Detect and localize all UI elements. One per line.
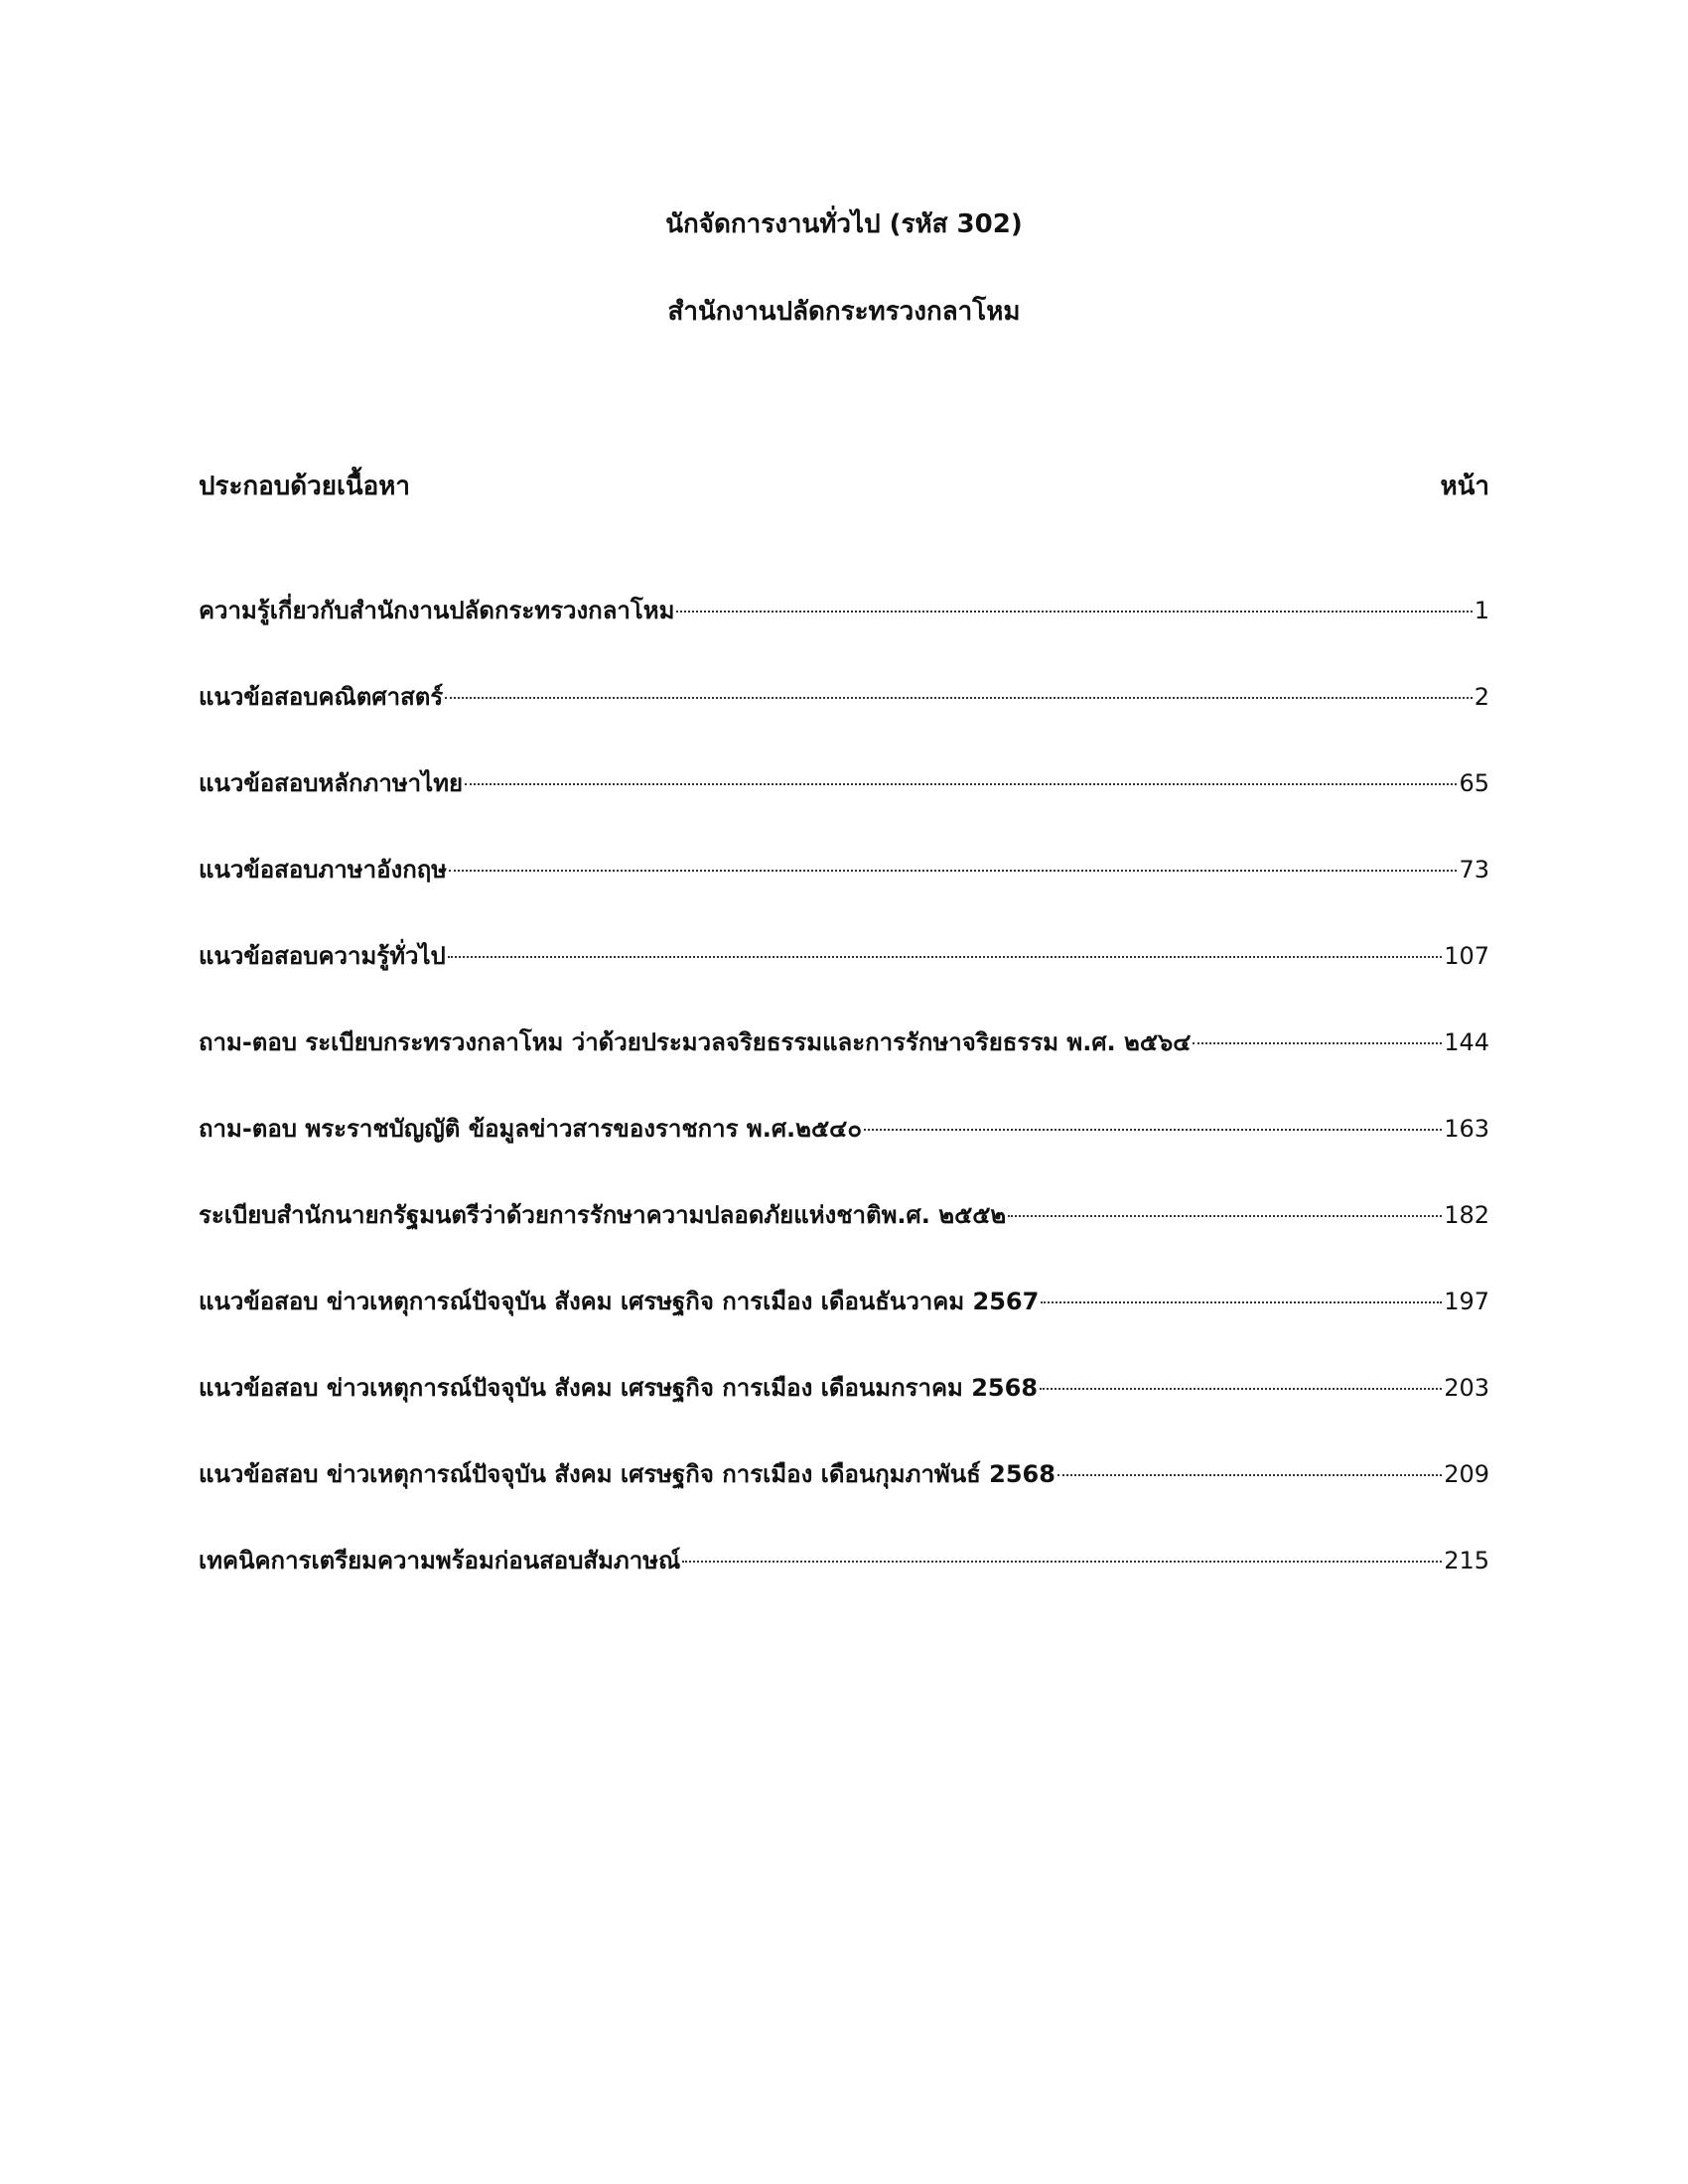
toc-entry-page: 197	[1444, 1288, 1489, 1315]
toc-entry	[199, 1109, 1489, 1195]
toc-entry	[199, 763, 1489, 850]
document-title: นักจัดการงานทั่วไป (รหัส 302)	[665, 209, 1023, 239]
dot-leader	[676, 611, 1472, 613]
dot-leader	[1057, 1474, 1442, 1476]
dot-leader	[445, 697, 1473, 699]
toc-entry-title: ถาม-ตอบ ระเบียบกระทรวงกลาโหม ว่าด้วยประมวลจริยธรรมและการรักษาจริยธรรม พ.ศ. ๒๕๖๔	[199, 1028, 1192, 1056]
toc-entry-page: 203	[1444, 1374, 1489, 1402]
toc-entry-page: 1	[1474, 597, 1489, 624]
toc-entry-page: 209	[1444, 1460, 1489, 1488]
toc-entry-title: เทคนิคการเตรียมความพร้อมก่อนสอบสัมภาษณ์	[199, 1547, 681, 1574]
dot-leader	[465, 783, 1457, 785]
toc-entry-title: ถาม-ตอบ พระราชบัญญัติ ข้อมูลข่าวสารของราชการ พ.ศ.๒๕๔๐	[199, 1115, 862, 1143]
toc-entry	[199, 1368, 1489, 1454]
toc-entry-title: แนวข้อสอบ ข่าวเหตุการณ์ปัจจุบัน สังคม เศรษฐกิจ การเมือง เดือนมกราคม 2568	[199, 1374, 1039, 1402]
dot-leader	[1008, 1215, 1442, 1217]
toc-entry	[199, 1541, 1489, 1627]
dot-leader	[682, 1561, 1442, 1563]
toc-entry	[199, 1195, 1489, 1282]
toc-entry	[199, 677, 1489, 763]
dot-leader	[1193, 1042, 1442, 1044]
dot-leader	[1040, 1388, 1442, 1390]
toc-entry-title: แนวข้อสอบหลักภาษาไทย	[199, 769, 464, 797]
toc-entry-page: 107	[1444, 942, 1489, 970]
dot-leader	[1041, 1301, 1442, 1303]
toc-entry-page: 163	[1444, 1115, 1489, 1143]
toc-entry-page: 182	[1444, 1201, 1489, 1229]
dot-leader	[864, 1129, 1442, 1131]
dot-leader	[448, 956, 1442, 958]
toc-entry-title: แนวข้อสอบคณิตศาสตร์	[199, 683, 444, 711]
toc-entry-page: 65	[1459, 769, 1489, 797]
toc-entry-title: แนวข้อสอบความรู้ทั่วไป	[199, 942, 446, 970]
toc-entry-title: แนวข้อสอบ ข่าวเหตุการณ์ปัจจุบัน สังคม เศรษฐกิจ การเมือง เดือนธันวาคม 2567	[199, 1288, 1040, 1315]
toc-entry-title: ระเบียบสำนักนายกรัฐมนตรีว่าด้วยการรักษาความปลอดภัยแห่งชาติพ.ศ. ๒๕๕๒	[199, 1201, 1007, 1229]
toc-entry-page: 144	[1444, 1028, 1489, 1056]
toc-entry-title: แนวข้อสอบภาษาอังกฤษ	[199, 856, 448, 884]
toc-entry-page: 215	[1444, 1547, 1489, 1574]
toc-entry-title: แนวข้อสอบ ข่าวเหตุการณ์ปัจจุบัน สังคม เศรษฐกิจ การเมือง เดือนกุมภาพันธ์ 2568	[199, 1460, 1055, 1488]
toc-header	[199, 467, 1489, 506]
table-of-contents	[199, 591, 1489, 1627]
document-subtitle: สำนักงานปลัดกระทรวงกลาโหม	[667, 297, 1021, 327]
toc-header-page-label: หน้า	[1440, 472, 1489, 501]
toc-entry	[199, 591, 1489, 677]
toc-entry	[199, 936, 1489, 1023]
toc-entry-page: 73	[1459, 856, 1489, 884]
toc-entry	[199, 850, 1489, 936]
toc-entry-title: ความรู้เกี่ยวกับสำนักงานปลัดกระทรวงกลาโหม	[199, 597, 675, 624]
dot-leader	[449, 870, 1457, 872]
toc-header-label: ประกอบด้วยเนื้อหา	[199, 472, 411, 501]
toc-entry	[199, 1282, 1489, 1368]
toc-entry	[199, 1023, 1489, 1109]
toc-entry	[199, 1454, 1489, 1541]
toc-entry-page: 2	[1474, 683, 1489, 711]
